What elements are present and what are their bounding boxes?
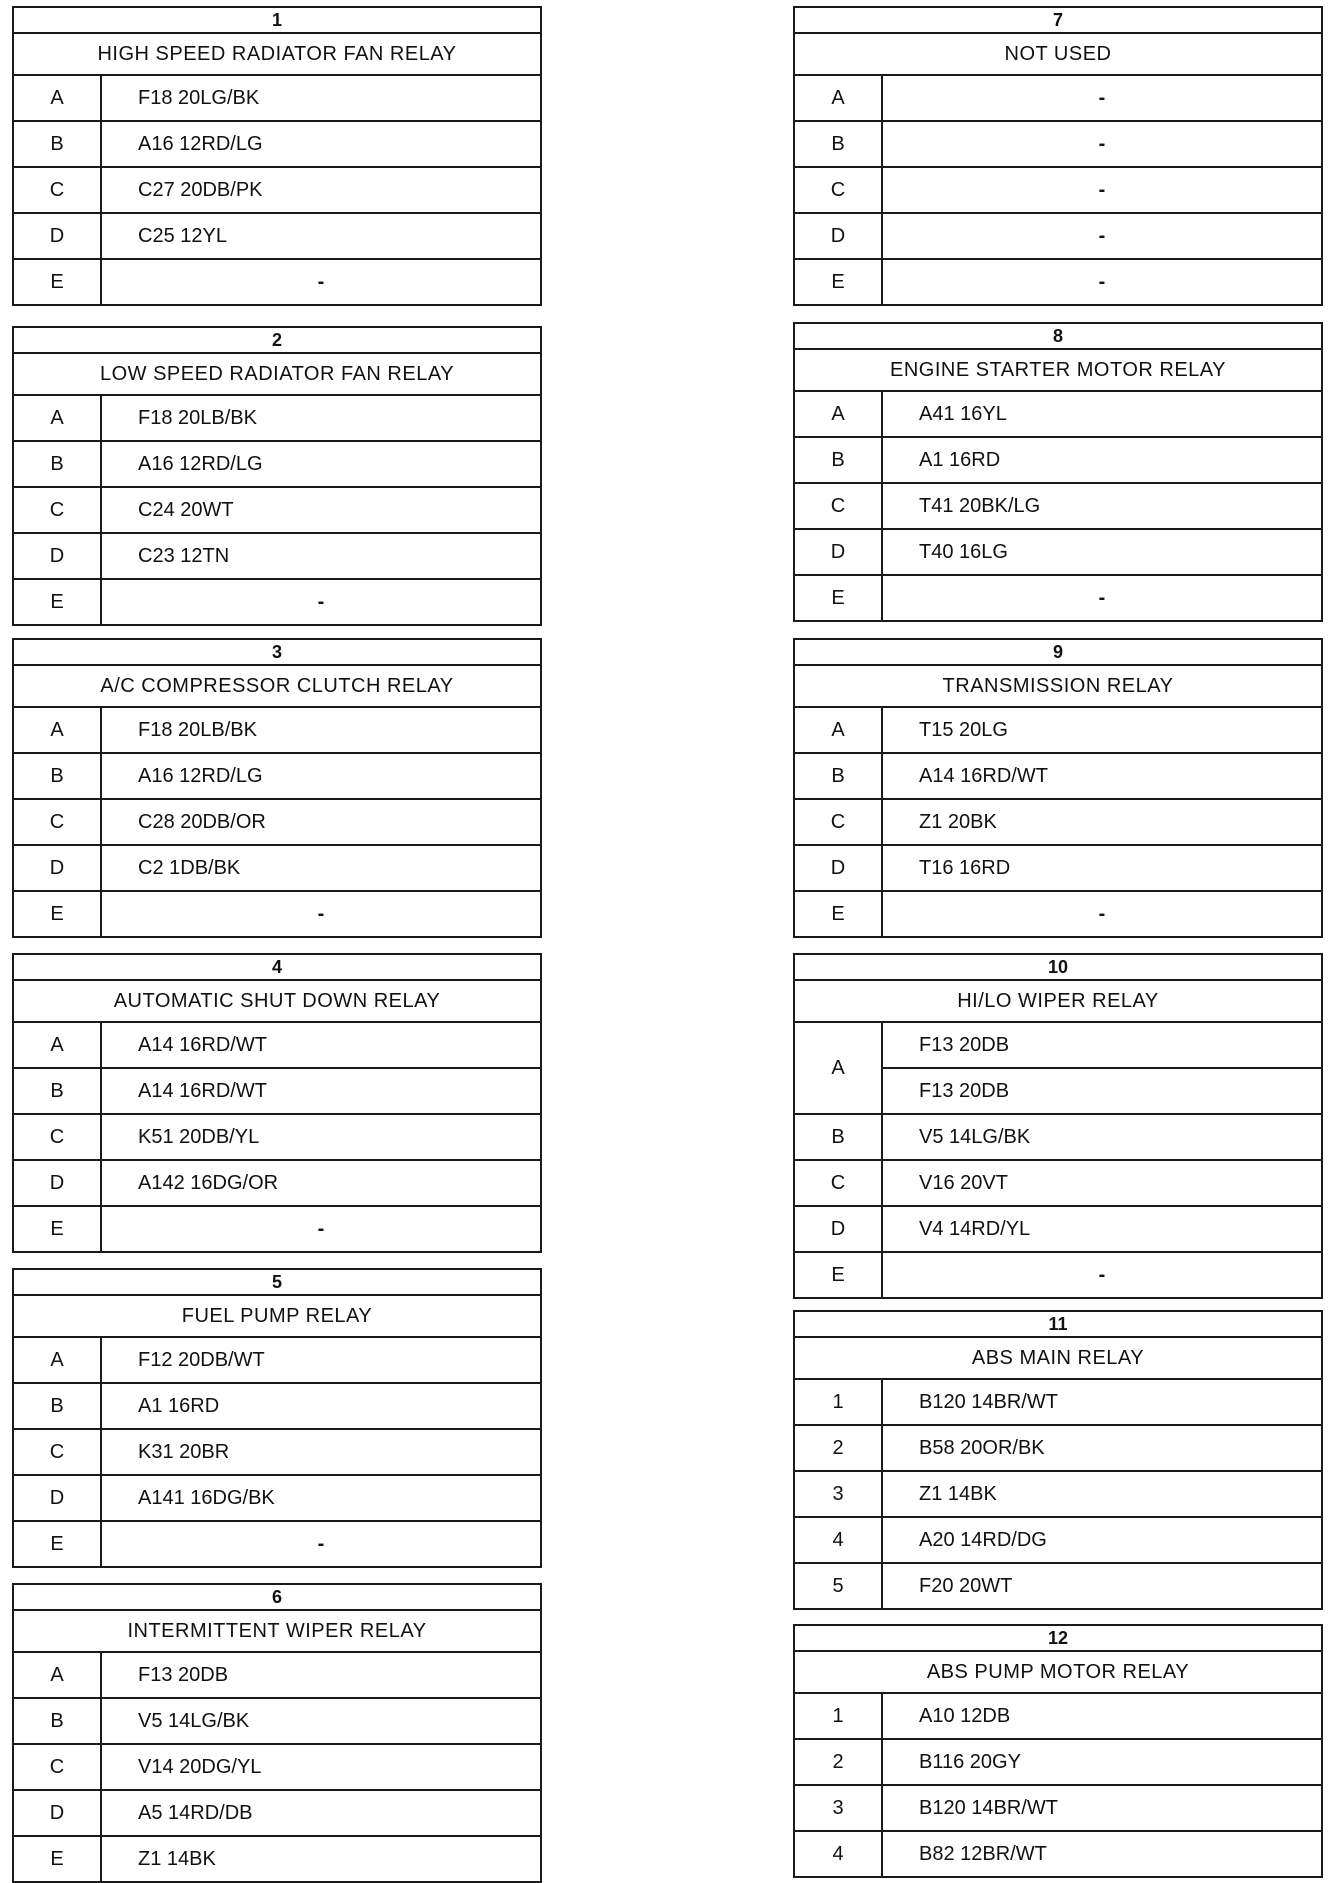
pin-row xyxy=(795,438,1321,484)
pin-label: E xyxy=(795,1253,883,1297)
wire-code: B120 14BR/WT xyxy=(919,1390,1058,1413)
pin-label: 3 xyxy=(795,1786,883,1830)
wire-cell xyxy=(883,1472,1321,1516)
relay-number: 4 xyxy=(14,955,540,981)
pin-row xyxy=(14,1384,540,1430)
wire-cell xyxy=(883,1253,1321,1297)
wire-cell xyxy=(883,1426,1321,1470)
pin-row xyxy=(14,122,540,168)
pin-row xyxy=(795,484,1321,530)
pin-rows xyxy=(795,1023,1321,1297)
pin-label: C xyxy=(14,1430,102,1474)
wire-code: C24 20WT xyxy=(138,498,234,521)
wire-code: C23 12TN xyxy=(138,544,230,567)
pin-row xyxy=(795,1253,1321,1297)
wire-code: F13 20DB xyxy=(138,1663,229,1686)
wire-cell xyxy=(883,484,1321,528)
wire-code: - xyxy=(1098,178,1106,201)
pin-row xyxy=(795,1472,1321,1518)
pin-rows xyxy=(14,1653,540,1881)
wire-cell xyxy=(102,488,540,532)
wire-cell xyxy=(102,1653,540,1697)
wire-cell xyxy=(883,800,1321,844)
wire-code: T40 16LG xyxy=(919,540,1008,563)
pin-row xyxy=(795,1161,1321,1207)
pin-row xyxy=(14,754,540,800)
pin-label: C xyxy=(795,1161,883,1205)
wire-code: F18 20LB/BK xyxy=(138,406,257,429)
wire-code: - xyxy=(317,1532,325,1555)
wire-code: T16 16RD xyxy=(919,856,1011,879)
wire-cell xyxy=(883,392,1321,436)
wire-cell xyxy=(102,1791,540,1835)
pin-row xyxy=(14,1522,540,1566)
relay-number: 10 xyxy=(795,955,1321,981)
wire-code: - xyxy=(1098,902,1106,925)
pin-label: A xyxy=(795,1023,883,1113)
pin-label: D xyxy=(795,846,883,890)
wire-cell xyxy=(102,754,540,798)
pin-label: C xyxy=(795,800,883,844)
wire-cell xyxy=(102,580,540,624)
pin-row xyxy=(795,168,1321,214)
pin-row xyxy=(14,1791,540,1837)
wire-cell xyxy=(883,76,1321,120)
wire-code: F13 20DB xyxy=(919,1033,1010,1056)
pin-label: B xyxy=(14,1699,102,1743)
pin-rows xyxy=(795,392,1321,620)
pin-label: C xyxy=(14,1745,102,1789)
pin-label: C xyxy=(14,1115,102,1159)
pin-row xyxy=(14,1837,540,1881)
relay-title: ABS MAIN RELAY xyxy=(795,1338,1321,1380)
pin-label: E xyxy=(14,1522,102,1566)
wire-code: B82 12BR/WT xyxy=(919,1842,1047,1865)
pin-label: D xyxy=(795,214,883,258)
wire-code: C28 20DB/OR xyxy=(138,810,266,833)
pin-label: B xyxy=(14,1069,102,1113)
wire-code: T15 20LG xyxy=(919,718,1008,741)
pin-label: C xyxy=(14,488,102,532)
pin-rows xyxy=(795,1694,1321,1876)
relay-title: HIGH SPEED RADIATOR FAN RELAY xyxy=(14,34,540,76)
pin-label: B xyxy=(14,754,102,798)
pin-row xyxy=(14,442,540,488)
wire-cell xyxy=(883,846,1321,890)
wire-cell xyxy=(883,1694,1321,1738)
relay-number: 1 xyxy=(14,8,540,34)
pin-label: 4 xyxy=(795,1832,883,1876)
relay-title: AUTOMATIC SHUT DOWN RELAY xyxy=(14,981,540,1023)
pin-row xyxy=(795,530,1321,576)
pin-label: B xyxy=(14,1384,102,1428)
relay-table xyxy=(793,1624,1323,1878)
pin-row xyxy=(14,1745,540,1791)
wire-code: A142 16DG/OR xyxy=(138,1171,279,1194)
relay-title: LOW SPEED RADIATOR FAN RELAY xyxy=(14,354,540,396)
wire-cell xyxy=(102,846,540,890)
wire-cell xyxy=(883,1380,1321,1424)
wire-cell xyxy=(883,214,1321,258)
pin-rows xyxy=(14,1338,540,1566)
pin-label: E xyxy=(14,580,102,624)
relay-title: NOT USED xyxy=(795,34,1321,76)
relay-title: A/C COMPRESSOR CLUTCH RELAY xyxy=(14,666,540,708)
pin-label: E xyxy=(14,260,102,304)
pin-row xyxy=(14,708,540,754)
pin-row xyxy=(795,1832,1321,1876)
wire-code: - xyxy=(317,902,325,925)
relay-table xyxy=(12,638,542,938)
wire-code: A16 12RD/LG xyxy=(138,132,263,155)
wire-code: - xyxy=(317,1217,325,1240)
wire-code: V14 20DG/YL xyxy=(138,1755,262,1778)
pin-label: E xyxy=(14,1837,102,1881)
wire-cell xyxy=(883,1023,1321,1113)
wire-code: B120 14BR/WT xyxy=(919,1796,1058,1819)
wire-code: V5 14LG/BK xyxy=(919,1125,1031,1148)
pin-row xyxy=(14,1069,540,1115)
pin-row xyxy=(14,1338,540,1384)
pin-row xyxy=(795,392,1321,438)
wire-code: - xyxy=(1098,586,1106,609)
pin-label: D xyxy=(795,530,883,574)
wire-code: A10 12DB xyxy=(919,1704,1011,1727)
pin-row xyxy=(14,488,540,534)
wire-cell xyxy=(102,1115,540,1159)
pin-label: A xyxy=(14,1023,102,1067)
pin-row xyxy=(795,1518,1321,1564)
wire-cell xyxy=(883,530,1321,574)
pin-label: A xyxy=(14,396,102,440)
pin-label: 1 xyxy=(795,1694,883,1738)
relay-title: TRANSMISSION RELAY xyxy=(795,666,1321,708)
pin-row xyxy=(14,534,540,580)
relay-table xyxy=(793,322,1323,622)
pin-row xyxy=(795,754,1321,800)
pin-label: B xyxy=(795,754,883,798)
wire-cell xyxy=(102,396,540,440)
wire-cell xyxy=(102,1699,540,1743)
wire-code: A14 16RD/WT xyxy=(919,764,1048,787)
wire-code: A16 12RD/LG xyxy=(138,452,263,475)
pin-row xyxy=(795,1564,1321,1608)
wire-cell xyxy=(883,892,1321,936)
pin-row xyxy=(14,1161,540,1207)
relay-number: 6 xyxy=(14,1585,540,1611)
pin-row xyxy=(14,1653,540,1699)
wire-code: K31 20BR xyxy=(138,1440,230,1463)
wire-cell xyxy=(102,442,540,486)
pin-label: E xyxy=(14,892,102,936)
pin-label: D xyxy=(14,1161,102,1205)
pin-label: E xyxy=(795,260,883,304)
pin-row xyxy=(795,1023,1321,1115)
wire-code: A14 16RD/WT xyxy=(138,1033,267,1056)
pin-row xyxy=(795,214,1321,260)
wire-cell xyxy=(102,708,540,752)
pin-label: D xyxy=(14,214,102,258)
pin-label: A xyxy=(795,392,883,436)
wire-code: C25 12YL xyxy=(138,224,227,247)
wire-cell xyxy=(883,260,1321,304)
wire-code: A16 12RD/LG xyxy=(138,764,263,787)
wire-cell xyxy=(883,1161,1321,1205)
pin-row xyxy=(14,1430,540,1476)
wire-code: V5 14LG/BK xyxy=(138,1709,250,1732)
wire-cell xyxy=(102,122,540,166)
wire-code: - xyxy=(317,270,325,293)
pin-row xyxy=(14,892,540,936)
pin-row xyxy=(795,1115,1321,1161)
wire-cell xyxy=(883,1786,1321,1830)
wire-cell xyxy=(102,1837,540,1881)
relay-table xyxy=(12,6,542,306)
pin-rows xyxy=(795,708,1321,936)
wire-cell xyxy=(102,800,540,844)
pin-rows xyxy=(795,1380,1321,1608)
pin-label: C xyxy=(795,168,883,212)
relay-number: 9 xyxy=(795,640,1321,666)
pin-rows xyxy=(795,76,1321,304)
pin-label: 2 xyxy=(795,1740,883,1784)
wire-cell xyxy=(883,438,1321,482)
wire-code: B58 20OR/BK xyxy=(919,1436,1045,1459)
relay-table xyxy=(12,1268,542,1568)
pin-label: E xyxy=(795,892,883,936)
pin-row xyxy=(795,1740,1321,1786)
pin-rows xyxy=(14,76,540,304)
relay-table xyxy=(793,638,1323,938)
relay-number: 8 xyxy=(795,324,1321,350)
wire-cell xyxy=(102,1430,540,1474)
pin-label: D xyxy=(14,1791,102,1835)
wire-code: A14 16RD/WT xyxy=(138,1079,267,1102)
pin-label: 5 xyxy=(795,1564,883,1608)
pin-row xyxy=(14,1023,540,1069)
wire-cell xyxy=(883,168,1321,212)
wire-cell xyxy=(102,168,540,212)
wire-code: A1 16RD xyxy=(138,1394,220,1417)
relay-title: FUEL PUMP RELAY xyxy=(14,1296,540,1338)
pin-label: D xyxy=(14,1476,102,1520)
pin-label: B xyxy=(795,1115,883,1159)
wire-cell xyxy=(883,708,1321,752)
pin-row xyxy=(795,846,1321,892)
wire-cell xyxy=(102,76,540,120)
wire-code: A1 16RD xyxy=(919,448,1001,471)
pin-row xyxy=(795,800,1321,846)
pin-row xyxy=(14,1476,540,1522)
pin-label: C xyxy=(795,484,883,528)
wire-code: - xyxy=(1098,86,1106,109)
relay-title: INTERMITTENT WIPER RELAY xyxy=(14,1611,540,1653)
wire-code: - xyxy=(1098,132,1106,155)
wire-cell xyxy=(102,1069,540,1113)
pin-label: 1 xyxy=(795,1380,883,1424)
wire-cell xyxy=(883,1564,1321,1608)
relay-table xyxy=(793,6,1323,306)
relay-table xyxy=(793,953,1323,1299)
wire-code: - xyxy=(1098,1263,1106,1286)
wire-cell xyxy=(883,1207,1321,1251)
wire-code: Z1 14BK xyxy=(138,1847,216,1870)
relay-table xyxy=(793,1310,1323,1610)
wire-code: C27 20DB/PK xyxy=(138,178,263,201)
pin-row xyxy=(14,260,540,304)
pin-row xyxy=(14,580,540,624)
wire-cell xyxy=(102,892,540,936)
pin-row xyxy=(14,396,540,442)
pin-row xyxy=(14,1115,540,1161)
pin-row xyxy=(14,846,540,892)
pin-row xyxy=(795,1694,1321,1740)
relay-number: 11 xyxy=(795,1312,1321,1338)
wire-cell xyxy=(102,1338,540,1382)
pin-row xyxy=(795,1786,1321,1832)
relay-number: 2 xyxy=(14,328,540,354)
wire-cell xyxy=(883,1740,1321,1784)
wire-code: F18 20LB/BK xyxy=(138,718,257,741)
pin-label: A xyxy=(14,76,102,120)
pin-label: B xyxy=(795,438,883,482)
wire-code: C2 1DB/BK xyxy=(138,856,241,879)
pin-label: A xyxy=(14,708,102,752)
relay-title: HI/LO WIPER RELAY xyxy=(795,981,1321,1023)
wire-cell xyxy=(883,576,1321,620)
relay-number: 12 xyxy=(795,1626,1321,1652)
pin-label: B xyxy=(14,442,102,486)
pin-row xyxy=(795,576,1321,620)
wire-cell xyxy=(102,214,540,258)
wire-code: T41 20BK/LG xyxy=(919,494,1041,517)
pin-label: C xyxy=(14,168,102,212)
pin-row xyxy=(795,1380,1321,1426)
pin-label: 4 xyxy=(795,1518,883,1562)
pin-row xyxy=(795,122,1321,168)
wire-cell xyxy=(102,534,540,578)
wire-code: K51 20DB/YL xyxy=(138,1125,260,1148)
pin-row xyxy=(14,76,540,122)
wire-cell xyxy=(102,1023,540,1067)
pin-row xyxy=(14,214,540,260)
pin-rows xyxy=(14,1023,540,1251)
relay-title: ABS PUMP MOTOR RELAY xyxy=(795,1652,1321,1694)
pin-label: A xyxy=(14,1338,102,1382)
wire-code: A20 14RD/DG xyxy=(919,1528,1047,1551)
wire-code: V4 14RD/YL xyxy=(919,1217,1031,1240)
wire-code: B116 20GY xyxy=(919,1750,1021,1773)
wire-code: - xyxy=(317,590,325,613)
pin-row xyxy=(795,1207,1321,1253)
wire-code: F13 20DB xyxy=(883,1067,1321,1113)
pin-row xyxy=(795,76,1321,122)
wire-cell xyxy=(102,1522,540,1566)
wire-cell xyxy=(883,122,1321,166)
pin-label: A xyxy=(795,708,883,752)
pin-label: B xyxy=(795,122,883,166)
wire-code: A141 16DG/BK xyxy=(138,1486,275,1509)
wire-code: F12 20DB/WT xyxy=(138,1348,265,1371)
pin-row xyxy=(14,800,540,846)
wire-cell xyxy=(883,1115,1321,1159)
wire-code: Z1 20BK xyxy=(919,810,997,833)
pin-label: E xyxy=(795,576,883,620)
pin-rows xyxy=(14,708,540,936)
pin-label: 2 xyxy=(795,1426,883,1470)
relay-number: 3 xyxy=(14,640,540,666)
wire-code: V16 20VT xyxy=(919,1171,1008,1194)
relay-table xyxy=(12,326,542,626)
pin-label: A xyxy=(14,1653,102,1697)
wire-code: - xyxy=(1098,224,1106,247)
pin-row xyxy=(14,1699,540,1745)
relay-table xyxy=(12,953,542,1253)
wire-code: F20 20WT xyxy=(919,1574,1013,1597)
wire-cell xyxy=(102,1384,540,1428)
pin-label: D xyxy=(795,1207,883,1251)
relay-number: 7 xyxy=(795,8,1321,34)
pin-label: B xyxy=(14,122,102,166)
wire-code: F18 20LG/BK xyxy=(138,86,260,109)
wire-code: - xyxy=(1098,270,1106,293)
relay-table xyxy=(12,1583,542,1883)
wire-cell xyxy=(883,754,1321,798)
relay-number: 5 xyxy=(14,1270,540,1296)
pin-label: D xyxy=(14,534,102,578)
wire-code: A41 16YL xyxy=(919,402,1007,425)
pin-label: A xyxy=(795,76,883,120)
wire-cell xyxy=(102,1745,540,1789)
pin-row xyxy=(795,260,1321,304)
wire-cell xyxy=(102,1476,540,1520)
wire-cell xyxy=(883,1518,1321,1562)
wire-code: Z1 14BK xyxy=(919,1482,997,1505)
wire-cell xyxy=(102,260,540,304)
wire-cell xyxy=(883,1832,1321,1876)
pin-label: C xyxy=(14,800,102,844)
pin-row xyxy=(795,1426,1321,1472)
relay-title: ENGINE STARTER MOTOR RELAY xyxy=(795,350,1321,392)
pin-label: 3 xyxy=(795,1472,883,1516)
pin-row xyxy=(14,168,540,214)
pin-row xyxy=(795,892,1321,936)
pin-label: D xyxy=(14,846,102,890)
wire-cell xyxy=(102,1161,540,1205)
pin-rows xyxy=(14,396,540,624)
pin-label: E xyxy=(14,1207,102,1251)
wire-code: A5 14RD/DB xyxy=(138,1801,253,1824)
wire-cell xyxy=(102,1207,540,1251)
pin-row xyxy=(14,1207,540,1251)
pin-row xyxy=(795,708,1321,754)
